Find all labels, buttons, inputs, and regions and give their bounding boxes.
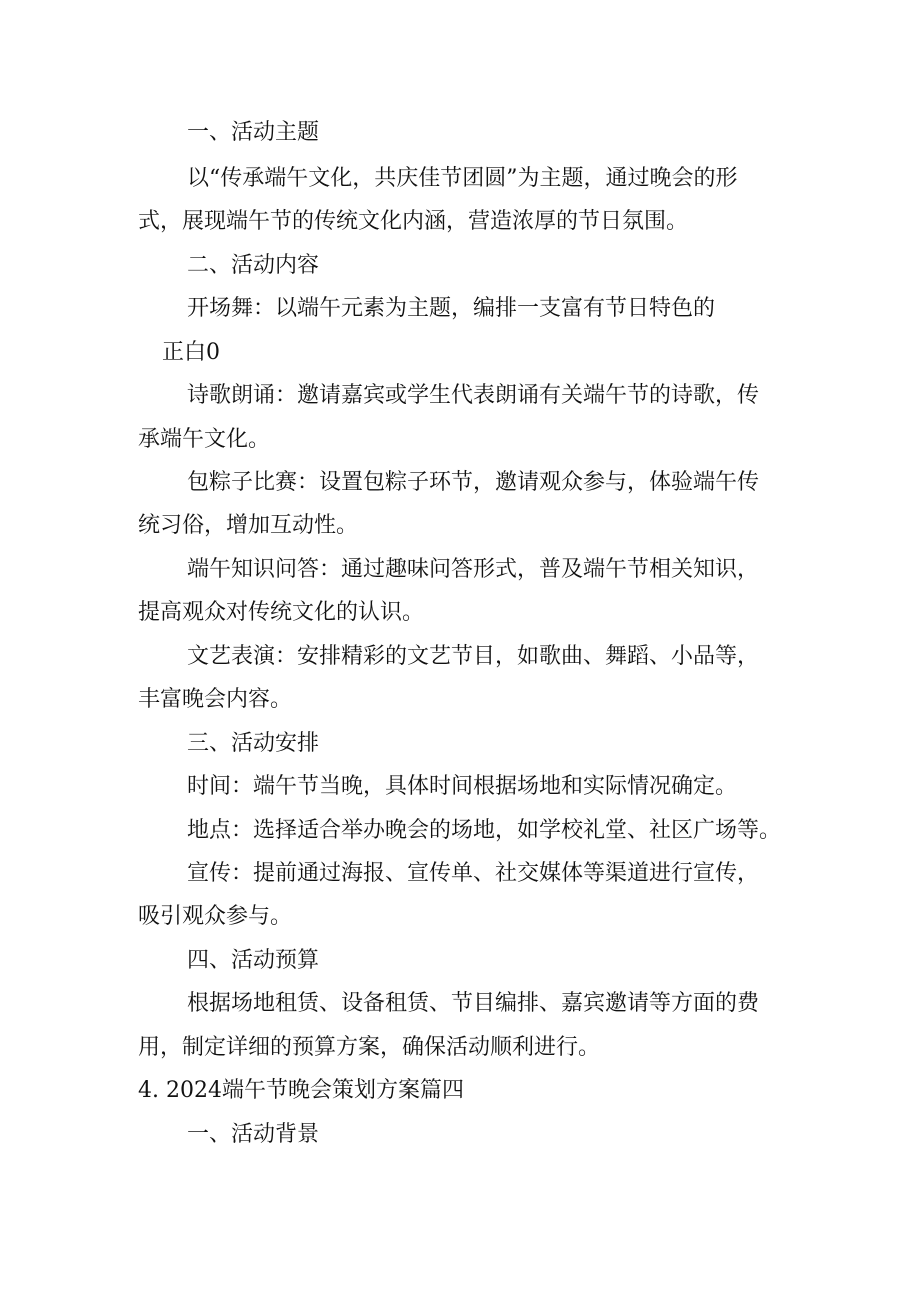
paragraph-line: 文艺表演：安排精彩的文艺节目，如歌曲、舞蹈、小品等， — [187, 644, 760, 669]
section-heading-background: 一、活动背景 — [187, 1122, 320, 1147]
paragraph-line: 包粽子比赛：设置包粽子环节，邀请观众参与，体验端午传 — [187, 470, 760, 495]
paragraph-line: 吸引观众参与。 — [138, 904, 293, 929]
paragraph-line: 丰富晚会内容。 — [138, 687, 293, 712]
chapter-heading: 4. 2024端午节晚会策划方案篇四 — [138, 1078, 464, 1103]
paragraph-line: 开场舞：以端午元素为主题，编排一支富有节日特色的 — [187, 296, 716, 321]
paragraph-line: 端午知识问答：通过趣味问答形式，普及端午节相关知识， — [187, 557, 760, 582]
paragraph-line: 根据场地租赁、设备租赁、节目编排、嘉宾邀请等方面的费 — [187, 991, 760, 1016]
section-heading-arrangement: 三、活动安排 — [187, 731, 320, 756]
paragraph-line: 宣传：提前通过海报、宣传单、社交媒体等渠道进行宣传， — [187, 861, 760, 886]
paragraph-line: 正白0 — [162, 340, 220, 365]
paragraph-line: 以“传承端午文化，共庆佳节团圆”为主题，通过晚会的形 — [187, 166, 738, 191]
section-heading-theme: 一、活动主题 — [187, 120, 320, 145]
paragraph-line: 承端午文化。 — [138, 427, 271, 452]
paragraph-line: 诗歌朗诵：邀请嘉宾或学生代表朗诵有关端午节的诗歌，传 — [187, 383, 760, 408]
paragraph-line: 式，展现端午节的传统文化内涵，营造浓厚的节日氛围。 — [138, 209, 689, 234]
paragraph-line: 时间：端午节当晚，具体时间根据场地和实际情况确定。 — [187, 774, 738, 799]
paragraph-line: 地点：选择适合举办晚会的场地，如学校礼堂、社区广场等。 — [187, 818, 782, 843]
paragraph-line: 提高观众对传统文化的认识。 — [138, 600, 425, 625]
paragraph-line: 统习俗，增加互动性。 — [138, 513, 359, 538]
paragraph-line: 用，制定详细的预算方案，确保活动顺利进行。 — [138, 1035, 601, 1060]
section-heading-budget: 四、活动预算 — [187, 948, 320, 973]
section-heading-content: 二、活动内容 — [187, 253, 320, 278]
